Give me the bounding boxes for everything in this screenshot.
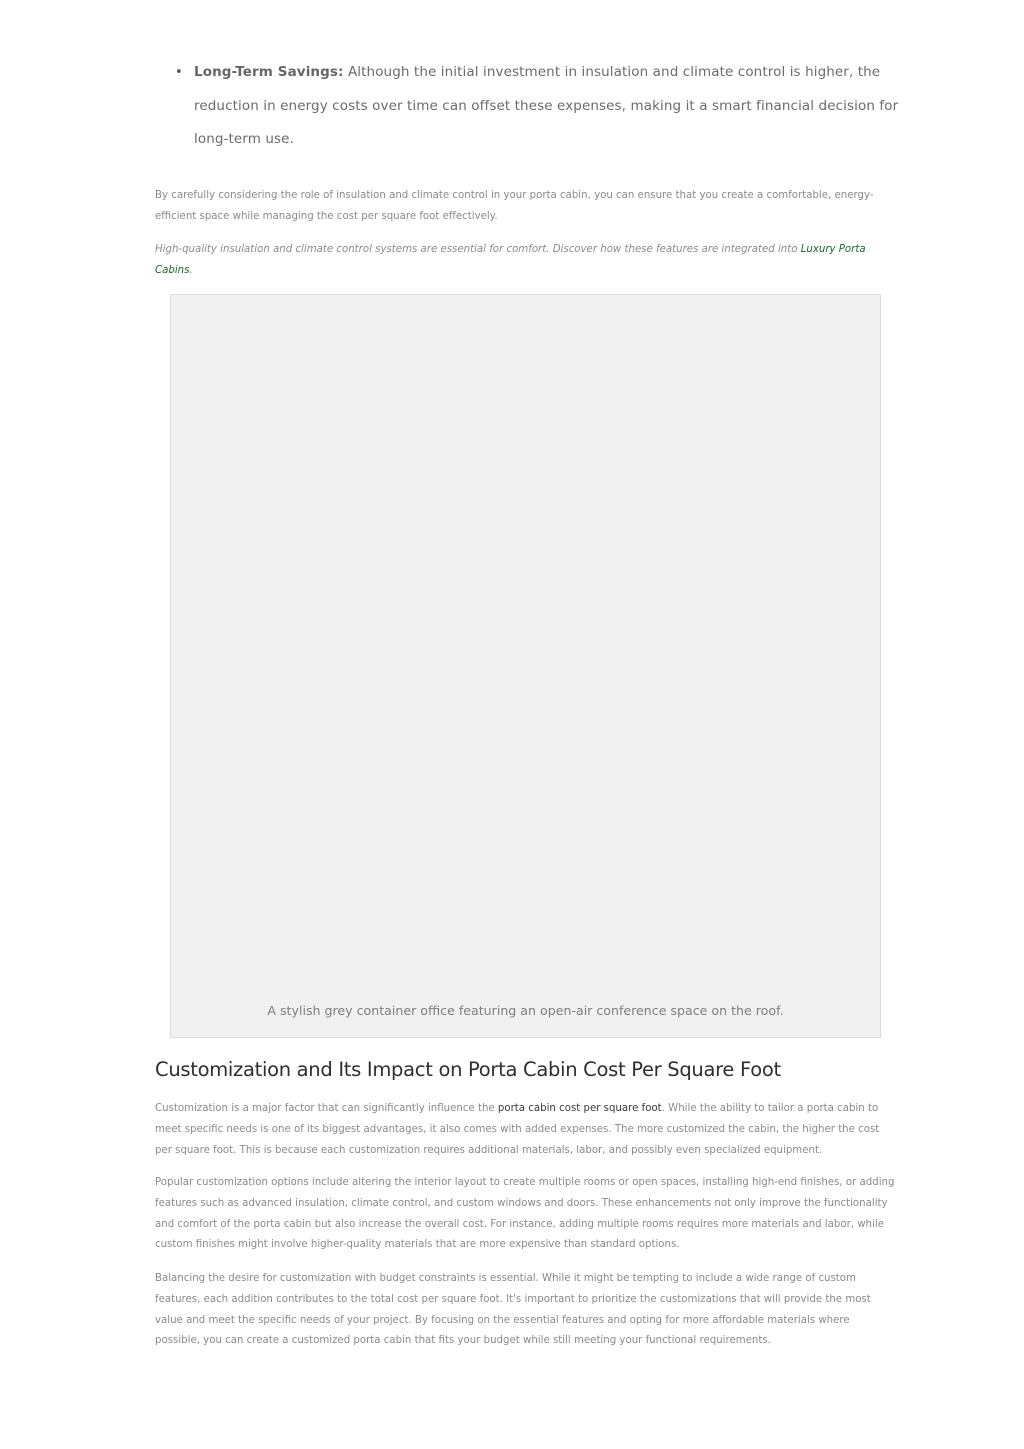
luxury-porta-cabins-link[interactable]: Luxury Porta Cabins xyxy=(155,244,866,276)
figure-image-placeholder xyxy=(170,294,881,1038)
figure-caption: A stylish grey container office featuring an open-air conference space on the roof. xyxy=(267,1003,784,1018)
italic-note-end: . xyxy=(189,264,193,276)
section-p1-after: . While the ability to tailor a porta cabin to meet specific needs is one of its biggest advantages, it also comes with added expenses. The more customized the cabin, the higher the cost per square foot. This is because each customization requires additional materials, labor, and possibly even specialized equipment. xyxy=(155,1103,880,1156)
list-item-bold-label: Long-Term Savings: xyxy=(194,64,344,80)
italic-note xyxy=(155,240,897,282)
paragraph-insulation: By carefully considering the role of insulation and climate control in your porta cabin, you can ensure that you create a comfortable, energy-efficient space while managing the cost per square foot effectively. xyxy=(155,190,874,222)
porta-cabin-cost-link[interactable]: porta cabin cost per square foot xyxy=(497,1103,662,1114)
savings-list xyxy=(175,56,900,157)
italic-note-text: High-quality insulation and climate control systems are essential for comfort. Discover how these features are integrated into xyxy=(155,244,801,255)
section-p1-before: Customization is a major factor that can significantly influence the xyxy=(155,1103,498,1114)
section-heading: Customization and Its Impact on Porta Cabin Cost Per Square Foot xyxy=(155,1058,781,1081)
section-paragraph-3: Balancing the desire for customization with budget constraints is essential. While it might be tempting to include a wide range of custom features, each addition contributes to the total cost per square foot. It's important to prioritize the customizations that will provide the most value and meet the specific needs of your project. By focusing on the essential features and opting for more affordable materials where possible, you can create a customized porta cabin that fits your budget while still meeting your functional requirements. xyxy=(155,1273,871,1347)
section-paragraph-2: Popular customization options include altering the interior layout to create multiple rooms or open spaces, installing high-end finishes, or adding features such as advanced insulation, climate control, and custom windows and doors. These enhancements not only improve the functionality and comfort of the porta cabin but also increase the overall cost. For instance, adding multiple rooms requires more materials and labor, while custom finishes might involve higher-quality materials that are more expensive than standard options. xyxy=(155,1177,895,1251)
bullet-icon: • xyxy=(175,65,183,80)
figure-image xyxy=(171,295,880,985)
list-item-long-term-savings xyxy=(175,56,900,157)
list-item-text: Although the initial investment in insulation and climate control is higher, the reduction in energy costs over time can offset these expenses, making it a smart financial decision for long-term use. xyxy=(194,64,899,147)
section-paragraph-1 xyxy=(155,1099,897,1161)
